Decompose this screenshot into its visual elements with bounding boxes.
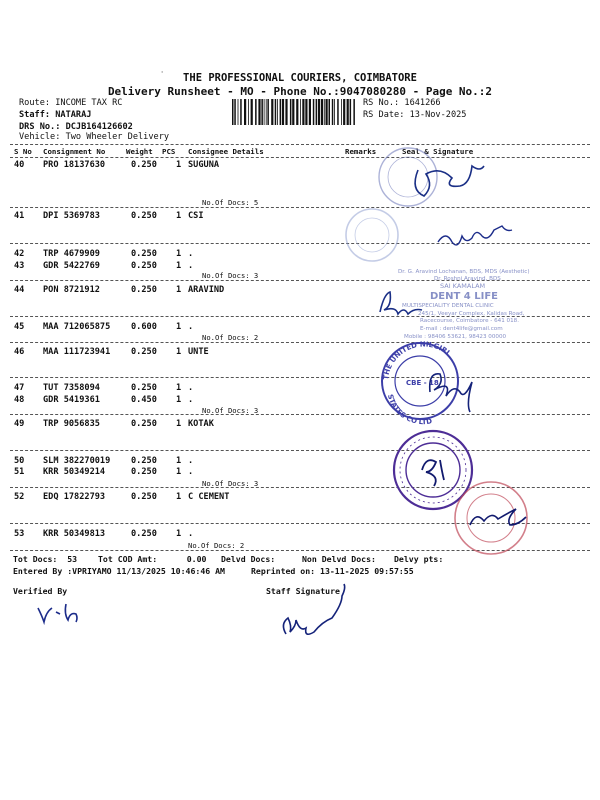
barcode-bar — [234, 99, 236, 125]
dent-line1: Dr. G. Aravind Lochanan, BDS, MDS (Aesthetic) — [398, 269, 530, 275]
row-consignment: TRP 4679909 — [43, 249, 100, 259]
barcode-bar — [353, 99, 355, 125]
row-divider — [10, 523, 590, 524]
divider-header — [10, 157, 590, 158]
row-consignee: KOTAK — [188, 419, 214, 429]
barcode-bar — [318, 99, 320, 125]
barcode-bar — [321, 99, 323, 125]
row-consignee: . — [188, 261, 194, 271]
barcode-bar — [296, 99, 298, 125]
no-of-docs: No.Of Docs: 2 — [202, 333, 259, 342]
row-sno: 44 — [14, 285, 25, 295]
delivered-docs: Delvd Docs: — [221, 554, 276, 564]
united-nilgiri-bottom-text: STATES CO LTD — [385, 393, 433, 427]
row-weight: 0.250 — [131, 383, 157, 393]
row-consignment: KRR 50349214 — [43, 467, 106, 477]
barcode-bar — [329, 99, 331, 125]
row-consignment: EDQ 17822793 — [43, 492, 106, 502]
col-seal-signature: Seal & Signature — [402, 147, 474, 156]
row-consignment: PON 8721912 — [43, 285, 100, 295]
table-row — [0, 285, 600, 297]
dent-line5: 245/1, Veeyar Complex, Kalidas Road, — [418, 311, 525, 317]
total-cod: Tot COD Amt: 0.00 — [98, 554, 207, 564]
barcode-bar — [255, 99, 257, 125]
barcode-bar — [277, 99, 278, 125]
barcode-bar — [285, 99, 287, 125]
row-divider — [10, 342, 590, 343]
row-consignment: MAA 111723941 — [43, 347, 111, 357]
table-row — [0, 160, 600, 172]
row-weight: 0.250 — [131, 492, 157, 502]
barcode-bar — [244, 99, 246, 125]
rs-date: RS Date: 13-Nov-2025 — [363, 110, 467, 120]
row-consignment: TRP 9056835 — [43, 419, 100, 429]
table-row — [0, 395, 600, 407]
barcode-bar — [271, 99, 273, 125]
row-sno: 51 — [14, 467, 25, 477]
row-consignee: C CEMENT — [188, 492, 230, 502]
dent-line2: Dr. Roshni Aravind, BDS — [434, 276, 501, 282]
row-weight: 0.250 — [131, 419, 157, 429]
row-sno: 42 — [14, 249, 25, 259]
row-pcs: 1 — [176, 456, 182, 466]
col-consignment: Consignment No — [43, 147, 106, 156]
row-pcs: 1 — [176, 383, 182, 393]
row-weight: 0.250 — [131, 467, 157, 477]
row-divider — [10, 243, 590, 244]
united-nilgiri-code: CBE - 18 — [406, 379, 439, 387]
row-divider — [10, 487, 590, 488]
row-divider — [10, 414, 590, 415]
row-pcs: 1 — [176, 261, 182, 271]
reprinted-on: Reprinted on: 13-11-2025 09:57:55 — [251, 566, 414, 576]
rs-number: RS No.: 1641266 — [363, 98, 441, 108]
row-pcs: 1 — [176, 347, 182, 357]
staff-label: Staff: NATARAJ — [19, 110, 92, 120]
barcode-bar — [248, 99, 249, 125]
row-consignment: KRR 50349813 — [43, 529, 106, 539]
no-of-docs: No.Of Docs: 3 — [202, 271, 259, 280]
barcode-bar — [302, 99, 304, 125]
row-pcs: 1 — [176, 322, 182, 332]
no-of-docs: No.Of Docs: 5 — [202, 198, 259, 207]
row-consignee: . — [188, 322, 194, 332]
runsheet-subtitle: Delivery Runsheet - MO - Phone No.:9047080280 - Page No.:2 — [107, 85, 493, 98]
row-pcs: 1 — [176, 285, 182, 295]
verified-by-signature — [38, 604, 77, 622]
barcode-bar — [343, 99, 345, 125]
barcode — [232, 99, 358, 125]
row-weight: 0.250 — [131, 285, 157, 295]
barcode-bar — [266, 99, 267, 125]
verified-by: Verified By — [13, 586, 68, 596]
barcode-bar — [292, 99, 294, 125]
route-label: Route: INCOME TAX RC — [19, 98, 123, 108]
barcode-bar — [300, 99, 301, 125]
dent-line3: SAI KAMALAM — [440, 282, 486, 290]
table-row — [0, 211, 600, 223]
col-pcs: PCS — [162, 147, 176, 156]
table-row — [0, 249, 600, 261]
row-pcs: 1 — [176, 419, 182, 429]
barcode-bar — [324, 99, 325, 125]
row-consignee: . — [188, 249, 194, 259]
row-sno: 47 — [14, 383, 25, 393]
barcode-bar — [238, 99, 239, 125]
row-consignee: . — [188, 395, 194, 405]
barcode-bar — [313, 99, 315, 125]
dent-line4: MULTISPECIALITY DENTAL CLINIC — [402, 303, 494, 309]
row-pcs: 1 — [176, 529, 182, 539]
row-consignment: PRO 18137630 — [43, 160, 106, 170]
table-row — [0, 529, 600, 541]
col-weight: Weight — [126, 147, 153, 156]
barcode-bar — [350, 99, 352, 125]
dent-line8: Mobile : 98406 53621, 98423 00000 — [404, 334, 507, 340]
barcode-bar — [305, 99, 307, 125]
row-consignee: UNTE — [188, 347, 209, 357]
row-sno: 53 — [14, 529, 25, 539]
table-row — [0, 322, 600, 334]
row-pcs: 1 — [176, 160, 182, 170]
row-weight: 0.250 — [131, 160, 157, 170]
row-weight: 0.250 — [131, 211, 157, 221]
row-weight: 0.250 — [131, 529, 157, 539]
row-sno: 49 — [14, 419, 25, 429]
row-consignee: . — [188, 529, 194, 539]
row-sno: 46 — [14, 347, 25, 357]
table-row — [0, 383, 600, 395]
barcode-bar — [258, 99, 260, 125]
row-consignment: GDR 5422769 — [43, 261, 100, 271]
row-consignee: ARAVIND — [188, 285, 225, 295]
print-mark: ' — [160, 70, 165, 78]
no-of-docs: No.Of Docs: 3 — [202, 406, 259, 415]
row-consignment: MAA 712065875 — [43, 322, 111, 332]
row-consignee: CSI — [188, 211, 204, 221]
barcode-bar — [334, 99, 335, 125]
row-divider — [10, 316, 590, 317]
row-weight: 0.450 — [131, 395, 157, 405]
row-divider — [10, 377, 590, 378]
barcode-bar — [275, 99, 277, 125]
col-remarks: Remarks — [345, 147, 377, 156]
non-delivered-docs: Non Delvd Docs: — [302, 554, 376, 564]
dent-name: DENT 4 LIFE — [430, 291, 498, 302]
barcode-bar — [347, 99, 349, 125]
row-sno: 52 — [14, 492, 25, 502]
table-row — [0, 419, 600, 431]
dent-line6: Racecourse, Coimbatore - 641 018. — [420, 318, 519, 324]
row-consignment: SLM 382270019 — [43, 456, 111, 466]
barcode-bar — [326, 99, 328, 125]
no-of-docs: No.Of Docs: 3 — [202, 479, 259, 488]
row-consignee: . — [188, 383, 194, 393]
row-consignment: TUT 7358094 — [43, 383, 100, 393]
entered-by: Entered By :VPRIYAMO 11/13/2025 10:46:46 AM — [13, 566, 225, 576]
row-sno: 50 — [14, 456, 25, 466]
barcode-bar — [267, 99, 269, 125]
row-sno: 48 — [14, 395, 25, 405]
no-of-docs: No.Of Docs: 2 — [188, 541, 245, 550]
col-sno: S No — [14, 147, 32, 156]
row-sno: 45 — [14, 322, 25, 332]
row-divider — [10, 207, 590, 208]
row-pcs: 1 — [176, 395, 182, 405]
barcode-bar — [280, 99, 282, 125]
row-sno: 43 — [14, 261, 25, 271]
row-pcs: 1 — [176, 211, 182, 221]
row-weight: 0.250 — [131, 249, 157, 259]
table-row — [0, 467, 600, 479]
united-nilgiri-text: THE UNITED NILGIRI — [381, 340, 452, 381]
barcode-bar — [251, 99, 253, 125]
barcode-bar — [240, 99, 242, 125]
barcode-bar — [264, 99, 265, 125]
barcode-bar — [341, 99, 342, 125]
row-pcs: 1 — [176, 467, 182, 477]
row-pcs: 1 — [176, 492, 182, 502]
vehicle-label: Vehicle: Two Wheeler Delivery — [19, 132, 170, 142]
total-docs: Tot Docs: 53 — [13, 554, 78, 564]
row-weight: 0.250 — [131, 261, 157, 271]
row-consignee: SUGUNA — [188, 160, 220, 170]
row-divider — [10, 550, 590, 551]
row-sno: 40 — [14, 160, 25, 170]
row-divider — [10, 280, 590, 281]
row-consignment: DPI 5369783 — [43, 211, 100, 221]
barcode-bar — [232, 99, 234, 125]
barcode-bar — [337, 99, 339, 125]
drs-number: DRS No.: DCJB164126602 — [19, 122, 133, 132]
table-row — [0, 347, 600, 359]
row-divider — [10, 450, 590, 451]
row-consignee: . — [188, 467, 194, 477]
row-pcs: 1 — [176, 249, 182, 259]
row-consignment: GDR 5419361 — [43, 395, 100, 405]
barcode-bar — [332, 99, 334, 125]
row-weight: 0.250 — [131, 456, 157, 466]
row-weight: 0.250 — [131, 347, 157, 357]
delivery-points: Delvy pts: — [394, 554, 444, 564]
col-consignee: Consignee Details — [188, 147, 264, 156]
company-title: THE PROFESSIONAL COURIERS, COIMBATORE — [183, 72, 417, 84]
staff-signature-label: Staff Signature — [266, 586, 340, 596]
barcode-bar — [282, 99, 284, 125]
divider-top — [10, 144, 590, 145]
row-consignee: . — [188, 456, 194, 466]
barcode-bar — [316, 99, 318, 125]
table-row — [0, 492, 600, 504]
table-row — [0, 261, 600, 273]
dent-line7: E-mail : dent4life@gmail.com — [420, 326, 503, 332]
barcode-bar — [261, 99, 263, 125]
barcode-bar — [309, 99, 311, 125]
row-weight: 0.600 — [131, 322, 157, 332]
row-sno: 41 — [14, 211, 25, 221]
barcode-bar — [290, 99, 292, 125]
